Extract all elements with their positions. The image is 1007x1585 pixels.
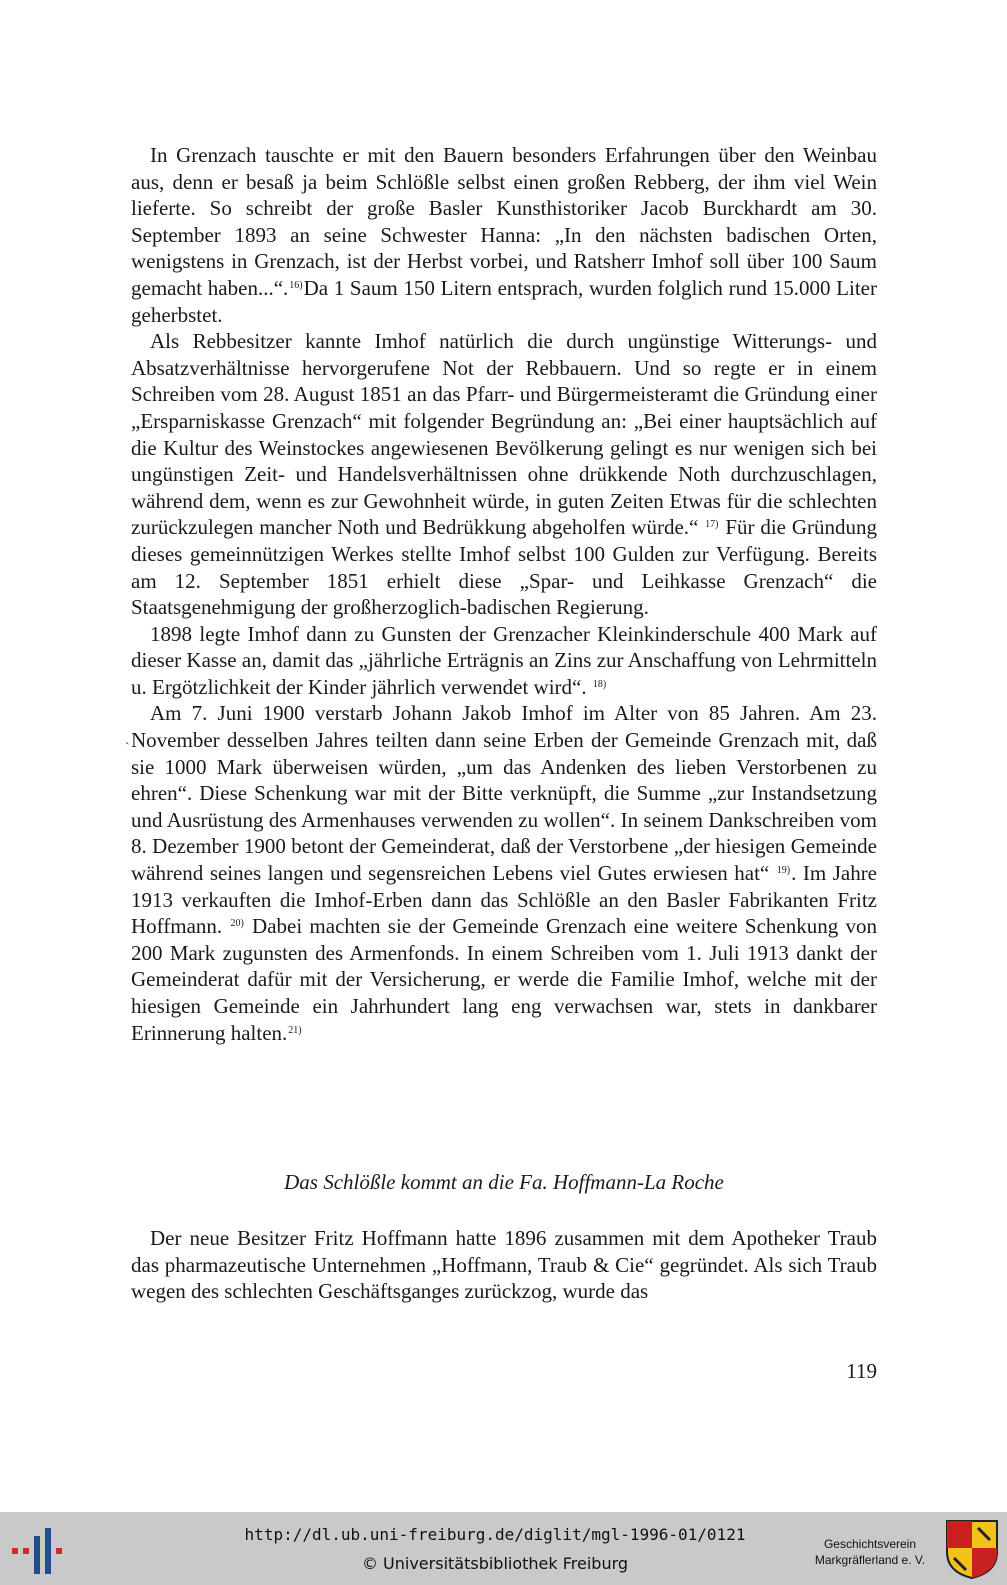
section-body [131,1225,877,1305]
footnote-ref-19: 19) [776,865,791,877]
society-name[interactable] [800,1536,940,1568]
page-number: 119 [846,1359,877,1383]
text-segment: In Grenzach tauschte er mit den Bauern besonders Erfahrungen über den Weinbau aus, denn er besaß ja beim Schlößle selbst einen großen Rebberg, der ihm viel Wein lieferte. So schreibt der große Basler Kunsthistoriker Jacob Burckhardt am 30. September 1893 an seine Schwester Hanna: „In den nächsten badischen Orten, wenigstens in Grenzach, ist der Herbst vorbei, und Ratsherr Imhof soll über 100 Saum gemacht haben...“. [131,143,877,300]
footnote-ref-18: 18) [592,678,607,690]
text-segment: Als Rebbesitzer kannte Imhof natürlich die durch ungünstige Witterungs- und Absatzverhältnisse hervorgerufene Not der Rebbauern. Und so regte er in einem Schreiben vom 28. August 1851 an das Pfarr- und Bürgermeisteramt die Gründung einer „Ersparniskasse Grenzach“ mit folgender Begründung an: „Bei einer hauptsächlich auf die Kultur des Weinstockes angewiesenen Bevölkerung gelingt es nur wenigen sich bei ungünstigen Zeit- und Handelsverhältnissen ohne drükkende Noth durchzuschlagen, während dem, wenn es zur Gewohnheit würde, in guten Zeiten Etwas für die schlechten zurückzulegen mancher Noth und Bedrükkung abgeholfen würde.“ [131,329,877,540]
footer-url-link[interactable]: http://dl.ub.uni-freiburg.de/diglit/mgl-1996-01/0121 [244,1525,746,1544]
footer-copyright: © Universitätsbibliothek Freiburg [361,1554,629,1573]
footnote-ref-21: 21) [288,1024,302,1036]
text-segment: Dabei machten sie der Gemeinde Grenzach eine weitere Schenkung von 200 Mark zugunsten des Armenfonds. In einem Schreiben vom 1. Juli 1913 dankt der Gemeinderat dafür mit der Versicherung, er werde die Familie Imhof, welche mit der hiesigen Gemeinde ein Jahrhundert lang eng verwachsen war, stets in dankbarer Erinnerung halten. [131,914,877,1045]
section-heading: Das Schlößle kommt an die Fa. Hoffmann-La Roche [284,1170,724,1194]
footnote-ref-17: 17) [705,519,719,531]
paragraph-3 [131,621,877,701]
footnote-ref-20: 20) [230,918,244,930]
coat-of-arms-icon[interactable] [944,1518,1000,1580]
ub-freiburg-logo-icon[interactable] [10,1522,68,1576]
text-segment: 1898 legte Imhof dann zu Gunsten der Grenzacher Kleinkinderschule 400 Mark auf dieser Kasse an, damit das „jährliche Erträgnis an Zins zur Anschaffung von Lehrmitteln u. Ergötzlichkeit der Kinder jährlich verwendet wird“. [131,621,877,699]
text-segment: Für die Gründung dieses gemeinnützigen Werkes stellte Imhof selbst 100 Gulden zur Verfügung. Bereits am 12. September 1851 erhielt diese „Spar- und Leihkasse Grenzach“ die Staatsgenehmigung der großherzoglich-badischen Regierung. [131,515,877,620]
scan-mark: ` [125,741,130,756]
text-segment: Am 7. Juni 1900 verstarb Johann Jakob Imhof im Alter von 85 Jahren. Am 23. November desselben Jahres teilten dann seine Erben der Gemeinde Grenzach mit, daß sie 1000 Mark überweisen würden, „um das Andenken des lieben Verstorbenen zu ehren“. Diese Schenkung war mit der Bitte verknüpft, die Summe „zur Instandsetzung und Ausrüstung des Armenhauses verwenden zu wollen“. In seinem Dankschreiben vom 8. Dezember 1900 betont der Gemeinderat, daß der Verstorbene „der hiesigen Gemeinde während seines langen und segensreichen Lebens viel Gutes erwiesen hat“ [131,701,877,886]
text-segment: Da 1 Saum 150 Litern entsprach, wurden folglich rund 15.000 Liter geherbstet. [131,275,877,327]
footer-bar [0,1512,1007,1585]
text-segment: . Im Jahre 1913 verkauften die Imhof-Erben dann das Schlößle an den Basler Fabrikanten Fritz Hoffmann. [131,861,878,939]
body-text [131,142,877,1046]
paragraph-4 [131,700,877,1046]
society-line-2: Markgräflerland e. V. [814,1553,926,1567]
footnote-ref-16: 16) [289,279,303,291]
paragraph-2 [131,328,877,621]
paragraph-1 [131,142,877,328]
society-line-1: Geschichtsverein [823,1537,917,1551]
section-paragraph: Der neue Besitzer Fritz Hoffmann hatte 1896 zusammen mit dem Apotheker Traub das pharmazeutische Unternehmen „Hoffmann, Traub & Cie“ gegründet. Als sich Traub wegen des schlechten Geschäftsganges zurückzog, wurde das [131,1226,877,1304]
